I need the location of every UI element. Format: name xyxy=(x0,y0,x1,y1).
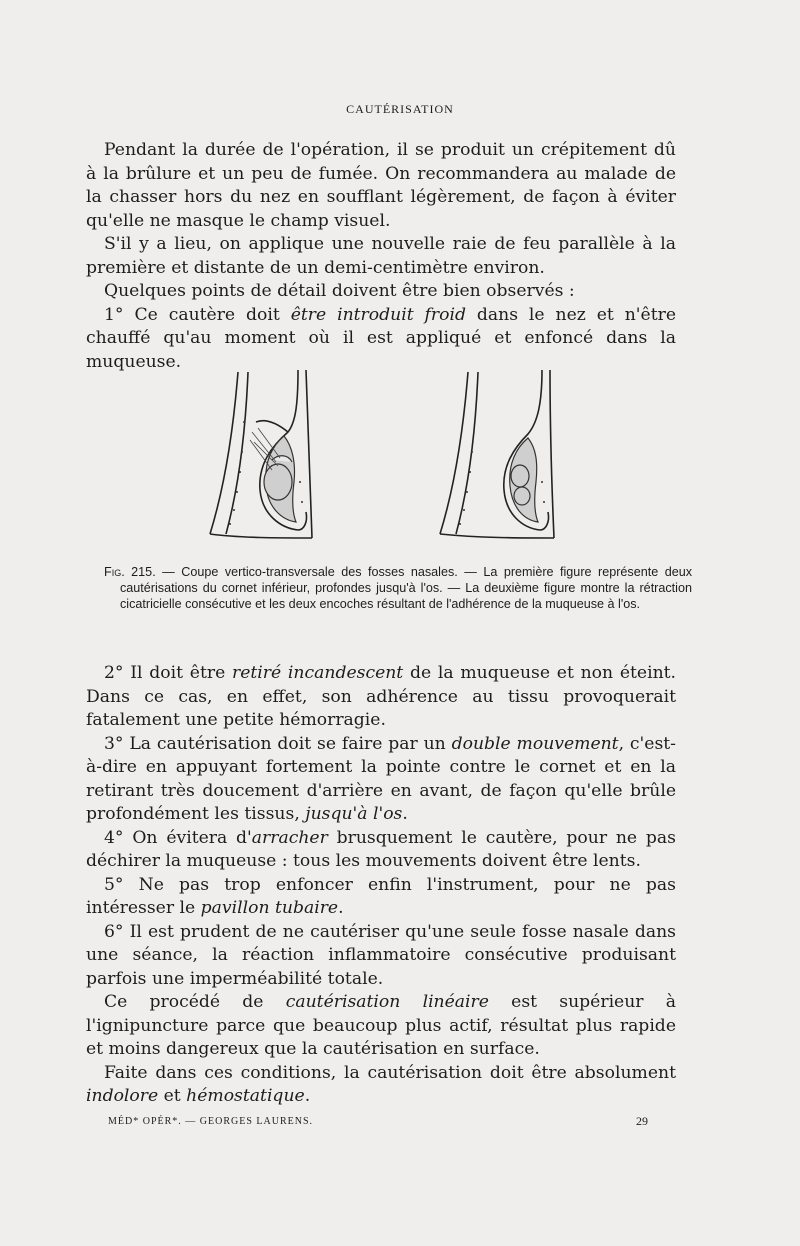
emphasis: pavillon tubaire xyxy=(200,898,339,918)
figure-label: Fig. 215. xyxy=(104,565,156,579)
text-run: est supérieur à l'ignipuncture parce que beaucoup plus actif, résultat plus rapide et moins dangereux que la cautérisation en surface. xyxy=(86,992,676,1059)
text-run: , c'est-à-dire en appuyant fortement la pointe contre le cornet et en la retirant très doucement d'arrière en avant, de façon qu'elle brûle profondément les tissus, xyxy=(86,733,676,824)
emphasis: arracher xyxy=(251,827,328,848)
emphasis: jusqu'à l'os xyxy=(305,804,403,824)
text-run: 3° La cautérisation doit se faire par un xyxy=(104,733,452,754)
text-run: dans le nez et n'être chauffé qu'au moment où il est appliqué et enfoncé dans la muqueuse. xyxy=(86,304,676,372)
paragraph xyxy=(86,874,676,921)
paragraph: 6° Il est prudent de ne cautériser qu'une seule fosse nasale dans une séance, la réaction inflammatoire consécutive produisant parfois une imperméabilité totale. xyxy=(86,921,676,989)
text-run: 2° Il doit être xyxy=(104,663,233,683)
running-title: CAUTÉRISATION xyxy=(346,102,454,116)
figure-caption xyxy=(104,564,692,612)
paragraph xyxy=(86,662,676,733)
footer-signature: MÉD* OPÉR*. — GEORGES LAURENS. xyxy=(108,1116,314,1127)
body-text-bottom xyxy=(86,662,676,1109)
page-number: 29 xyxy=(636,1114,648,1128)
paragraph: S'il y a lieu, on applique une nouvelle raie de feu parallèle à la première et distante de un demi-centimètre environ. xyxy=(86,234,676,278)
emphasis: cautérisation linéaire xyxy=(285,992,489,1012)
text-run: Ce procédé de xyxy=(104,992,286,1012)
paragraph xyxy=(86,827,676,874)
text-run: de la muqueuse et non éteint. Dans ce cas, en effet, son adhérence au tissu provoquerait fatalement une petite hémorragie. xyxy=(86,663,677,730)
emphasis: double mouvement xyxy=(451,733,619,754)
figure-215-illustration xyxy=(180,362,600,552)
text-run: 4° On évitera d' xyxy=(104,827,252,848)
text-run: Faite dans ces conditions, la cautérisation doit être absolument xyxy=(104,1062,676,1083)
paragraph xyxy=(86,733,676,827)
paragraph: Quelques points de détail doivent être bien observés : xyxy=(104,281,575,301)
emphasis: indolore xyxy=(86,1086,159,1106)
paragraph xyxy=(86,1062,676,1109)
paragraph xyxy=(86,991,676,1062)
text-run: . xyxy=(304,1086,311,1106)
emphasis: retiré incandescent xyxy=(232,663,404,683)
text-run: brusquement le cautère, pour ne pas déchirer la muqueuse : tous les mouvements doivent être lents. xyxy=(86,827,676,871)
text-run: 1° Ce cautère doit xyxy=(104,304,291,325)
emphasis: hémostatique xyxy=(186,1086,305,1106)
emphasis: être introduit froid xyxy=(290,304,466,325)
text-run: et xyxy=(158,1086,187,1106)
paragraph: Pendant la durée de l'opération, il se produit un crépitement dû à la brûlure et un peu de fumée. On recommandera au malade de la chasser hors du nez en soufflant légèrement, de façon à éviter qu'elle ne masque le champ visuel. xyxy=(86,140,676,231)
caption-text: — Coupe vertico-transversale des fosses nasales. — La première figure représente deux cautérisations du cornet inférieur, profondes jusqu'à l'os. — La deuxième figure montre la rétraction cicatricielle consécutive et les deux encoches résultant de l'adhérence de la muqueuse à l'os. xyxy=(120,565,692,611)
text-run: . xyxy=(402,804,408,824)
body-text-top xyxy=(86,139,676,374)
text-run: . xyxy=(338,898,344,918)
text-run: 5° Ne pas trop enfoncer enfin l'instrument, pour ne pas intéresser le xyxy=(86,874,676,918)
